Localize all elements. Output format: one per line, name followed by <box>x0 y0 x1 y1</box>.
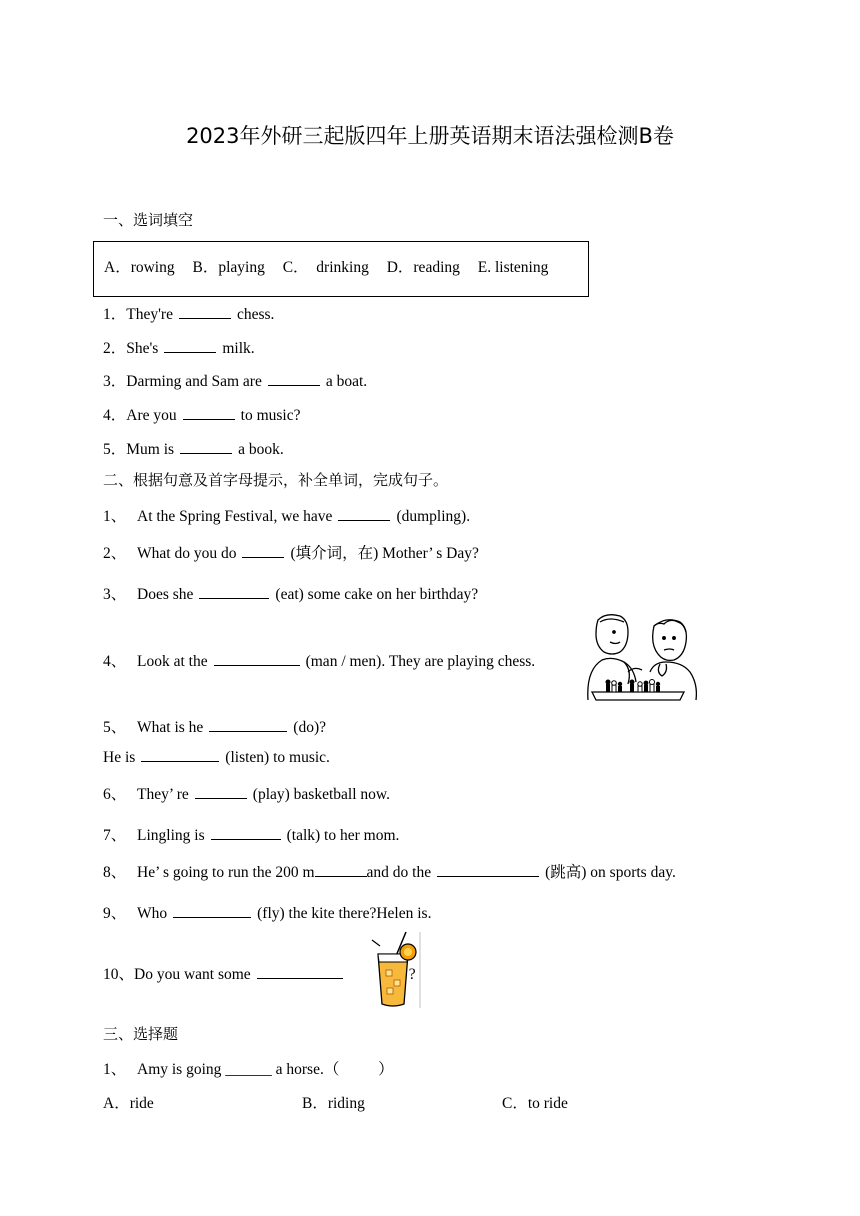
answer-blank[interactable] <box>209 717 287 732</box>
choice-a[interactable]: A．ride <box>103 1095 154 1112</box>
answer-blank[interactable] <box>268 371 320 386</box>
s2-item-6: 6、 They’ re (play) basketball now. <box>103 786 390 803</box>
section1-heading: 一、选词填空 <box>103 211 194 229</box>
option-d: D．reading <box>386 259 460 276</box>
option-a: A．rowing <box>104 259 175 276</box>
answer-blank[interactable] <box>179 304 231 319</box>
answer-blank[interactable] <box>199 584 269 599</box>
s3-question-1: 1、 Amy is going ______ a horse.（ ） <box>103 1061 394 1078</box>
s2-item-4: 4、 Look at the (man / men). They are playing chess. <box>103 653 536 670</box>
page-title: 2023年外研三起版四年上册英语期末语法强检测B卷 <box>186 124 674 148</box>
chess-players-illustration <box>584 612 700 702</box>
section3-heading: 三、选择题 <box>103 1025 179 1043</box>
answer-blank[interactable] <box>183 405 235 420</box>
answer-blank[interactable] <box>211 825 281 840</box>
s2-item-9: 9、 Who (fly) the kite there?Helen is. <box>103 905 432 922</box>
answer-blank[interactable] <box>242 543 284 558</box>
answer-blank[interactable] <box>214 651 300 666</box>
juice-glass-icon <box>366 930 422 1010</box>
answer-blank[interactable] <box>257 964 343 979</box>
options-row <box>104 255 548 277</box>
s2-item-8: 8、 He’ s going to run the 200 m and do the (跳高) on sports day. <box>103 864 676 881</box>
s2-item-5-answer: He is (listen) to music. <box>103 749 330 766</box>
option-e: E. listening <box>477 259 549 276</box>
options-box <box>93 241 589 297</box>
choice-b[interactable]: B．riding <box>302 1095 365 1112</box>
s1-item-2: 2．She's milk. <box>103 340 255 357</box>
s2-item-2: 2、 What do you do (填介词，在) Mother’ s Day? <box>103 545 479 562</box>
answer-blank[interactable] <box>180 439 232 454</box>
section2-heading: 二、根据句意及首字母提示，补全单词，完成句子。 <box>103 471 449 489</box>
answer-blank[interactable] <box>141 747 219 762</box>
s2-item-1: 1、 At the Spring Festival, we have (dumpling). <box>103 508 471 525</box>
answer-blank[interactable] <box>437 862 539 877</box>
choice-c[interactable]: C．to ride <box>502 1095 568 1112</box>
answer-blank[interactable] <box>195 784 247 799</box>
s1-item-3: 3．Darming and Sam are a boat. <box>103 373 368 390</box>
s2-item-7: 7、 Lingling is (talk) to her mom. <box>103 827 400 844</box>
s1-item-1: 1．They're chess. <box>103 306 275 323</box>
s1-item-4: 4．Are you to music? <box>103 407 301 424</box>
answer-blank[interactable] <box>164 338 216 353</box>
s2-item-10: 10、Do you want some ? <box>103 966 416 983</box>
option-b: B．playing <box>192 259 265 276</box>
s1-item-5: 5．Mum is a book. <box>103 441 284 458</box>
answer-blank[interactable] <box>173 903 251 918</box>
s2-item-5: 5、 What is he (do)? <box>103 719 326 736</box>
option-c: C． drinking <box>282 259 369 276</box>
s2-item-3: 3、 Does she (eat) some cake on her birthday? <box>103 586 479 603</box>
answer-blank[interactable] <box>338 506 390 521</box>
answer-blank[interactable] <box>315 862 367 877</box>
